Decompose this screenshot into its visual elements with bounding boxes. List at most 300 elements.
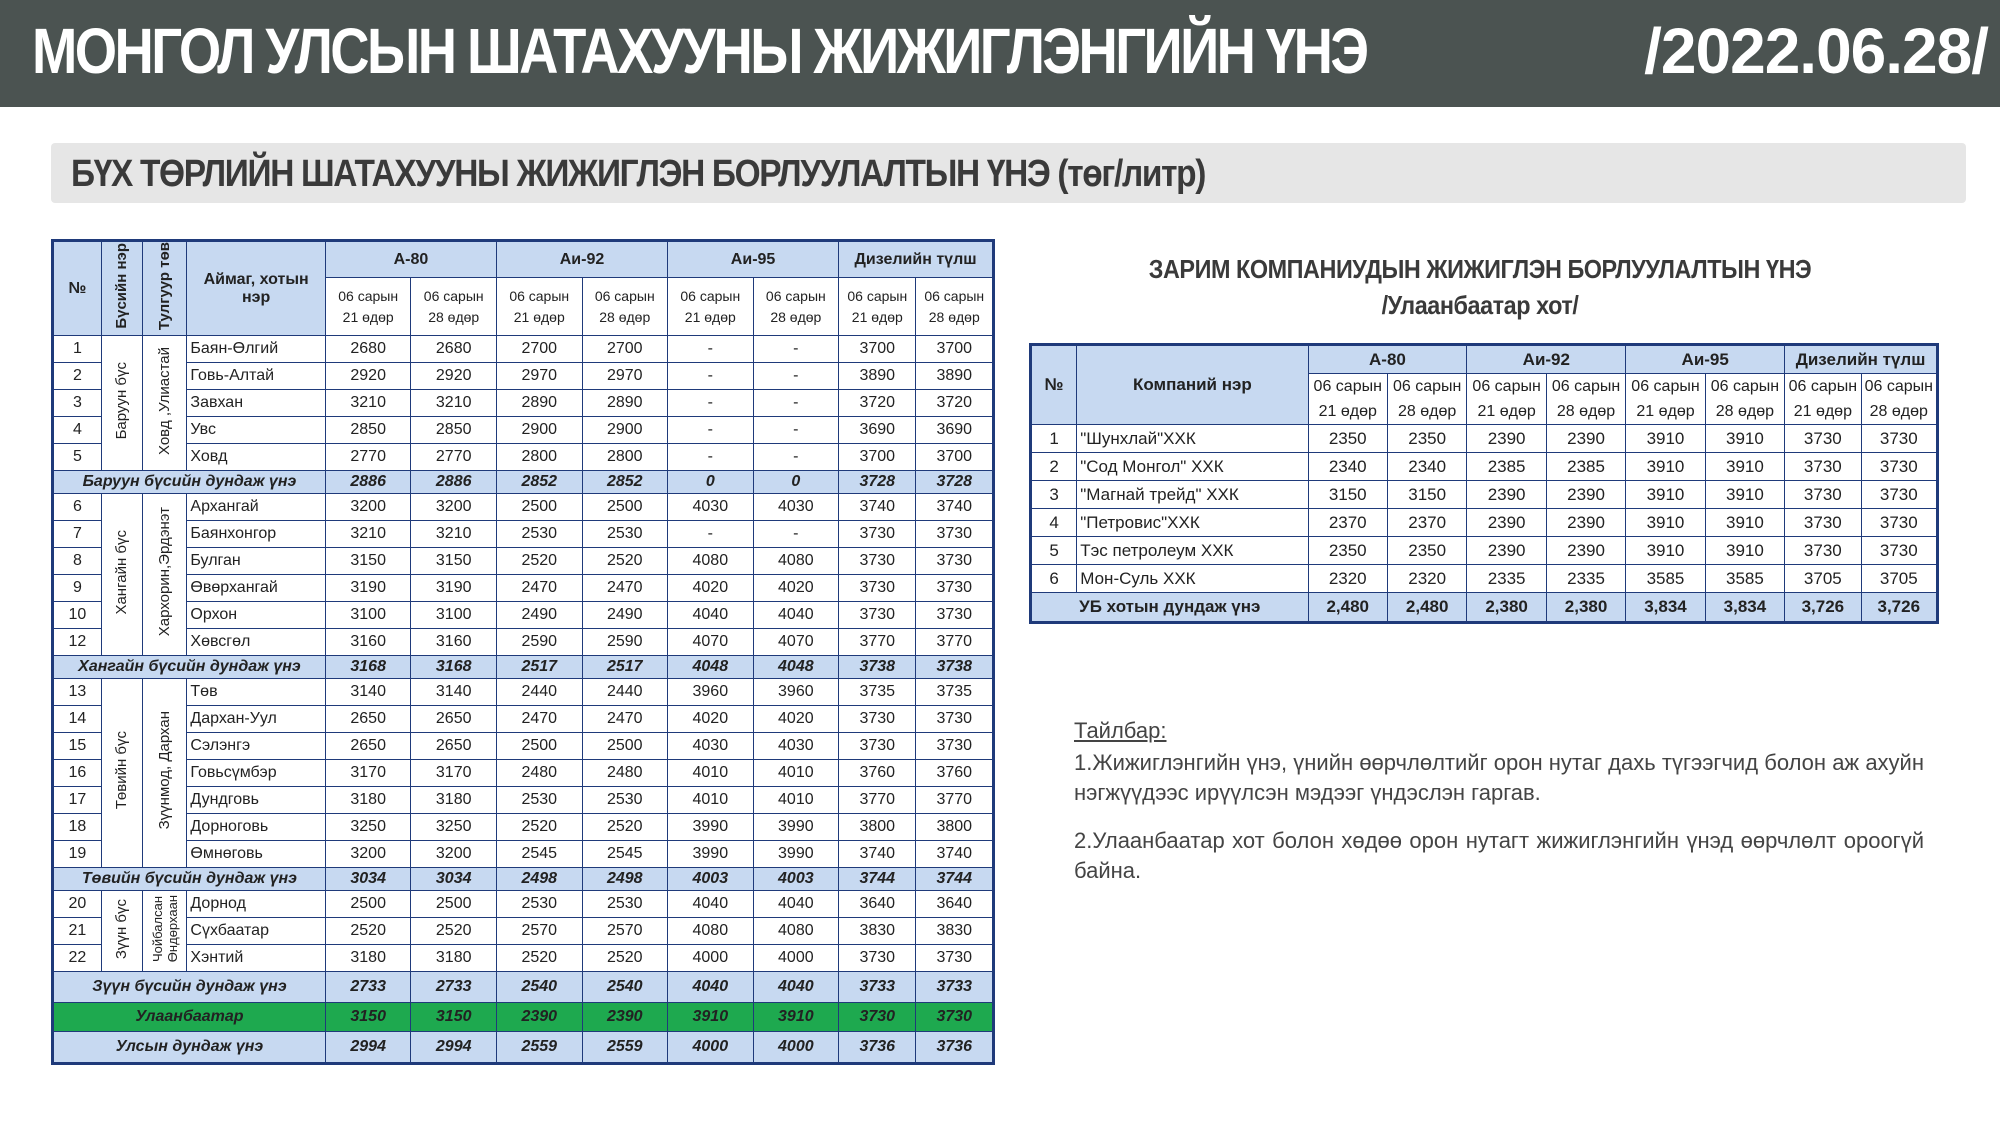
- col-hub-header: [142, 241, 187, 336]
- price-cell: 2590: [582, 629, 668, 656]
- price-cell: 3720: [839, 390, 916, 417]
- price-cell: 3910: [1705, 481, 1784, 509]
- price-cell: 2770: [325, 444, 411, 471]
- table-row: [53, 521, 994, 548]
- province-name: Орхон: [187, 602, 326, 629]
- price-cell: -: [753, 336, 839, 363]
- row-number: 4: [53, 417, 102, 444]
- price-cell: 2520: [496, 548, 582, 575]
- note-block: [1074, 718, 1924, 904]
- price-cell: 3740: [916, 841, 994, 868]
- price-cell: 2500: [496, 494, 582, 521]
- price-cell: 3730: [839, 602, 916, 629]
- price-cell: 2850: [325, 417, 411, 444]
- region-average-label: Баруун бүсийн дундаж үнэ: [53, 471, 326, 494]
- fuel-header: А-80: [325, 241, 496, 278]
- province-name: Говьсүмбэр: [187, 760, 326, 787]
- price-cell: 2520: [325, 918, 411, 945]
- date-header: [839, 278, 916, 336]
- price-cell: 3960: [668, 679, 754, 706]
- price-cell: 2350: [1308, 425, 1387, 453]
- price-cell: 2390: [582, 1003, 668, 1032]
- price-cell: 2470: [582, 575, 668, 602]
- average-price-cell: 4040: [753, 972, 839, 1003]
- table-row: [1031, 509, 1938, 537]
- ub-average-label: УБ хотын дундаж үнэ: [1031, 593, 1309, 623]
- average-price-cell: 3168: [411, 656, 497, 679]
- price-cell: 3730: [916, 733, 994, 760]
- price-cell: 2470: [496, 575, 582, 602]
- price-cell: 3700: [839, 336, 916, 363]
- company-table-title-line1: ЗАРИМ КОМПАНИУДЫН ЖИЖИГЛЭН БОРЛУУЛАЛТЫН ҮНЭ: [1148, 254, 1812, 284]
- price-cell: 2320: [1387, 565, 1466, 593]
- price-cell: 2545: [496, 841, 582, 868]
- company-table-title-line2: /Улаанбаатар хот/: [1381, 290, 1579, 320]
- price-cell: 3730: [1861, 481, 1937, 509]
- price-cell: 2770: [411, 444, 497, 471]
- price-cell: 3150: [411, 548, 497, 575]
- price-cell: 4010: [753, 787, 839, 814]
- price-cell: 3160: [411, 629, 497, 656]
- average-price-cell: 3034: [325, 868, 411, 891]
- region-cell: [101, 336, 142, 471]
- price-cell: 3770: [839, 629, 916, 656]
- price-cell: 2650: [411, 706, 497, 733]
- price-cell: 2350: [1387, 425, 1466, 453]
- price-cell: 3730: [1785, 453, 1861, 481]
- row-number: 18: [53, 814, 102, 841]
- price-cell: 2390: [1467, 481, 1546, 509]
- price-cell: 3910: [1626, 509, 1705, 537]
- hub-label: Ховд ,Улиастай: [156, 346, 173, 455]
- price-cell: 2890: [496, 390, 582, 417]
- average-price-cell: 4000: [668, 1032, 754, 1064]
- price-cell: 3760: [916, 760, 994, 787]
- price-cell: 4040: [668, 891, 754, 918]
- price-cell: 3640: [916, 891, 994, 918]
- table-row: [1031, 481, 1938, 509]
- table-row: [53, 494, 994, 521]
- price-cell: 2700: [582, 336, 668, 363]
- price-cell: 3730: [1785, 481, 1861, 509]
- date-month: 06 сарын: [1392, 378, 1462, 395]
- price-cell: 3180: [411, 787, 497, 814]
- price-cell: 3830: [839, 918, 916, 945]
- price-cell: 3150: [1387, 481, 1466, 509]
- price-cell: 2890: [582, 390, 668, 417]
- price-cell: 3730: [1785, 509, 1861, 537]
- price-cell: 3735: [916, 679, 994, 706]
- table-row: [53, 706, 994, 733]
- price-cell: -: [753, 390, 839, 417]
- date-month: 06 сарын: [1631, 378, 1700, 395]
- price-cell: 4040: [753, 891, 839, 918]
- price-cell: 2370: [1387, 509, 1466, 537]
- row-number: 8: [53, 548, 102, 575]
- price-cell: 2650: [325, 706, 411, 733]
- table-row: [53, 575, 994, 602]
- price-cell: 2385: [1546, 453, 1625, 481]
- province-name: Хөвсгөл: [187, 629, 326, 656]
- average-price-cell: 3736: [839, 1032, 916, 1064]
- price-cell: 3730: [839, 733, 916, 760]
- table-row: [53, 760, 994, 787]
- price-cell: 3730: [1785, 425, 1861, 453]
- hub-label: Өндөрхаан: [164, 894, 180, 963]
- date-month: 06 сарын: [509, 287, 570, 304]
- date-day: 28 өдөр: [1398, 403, 1457, 420]
- price-cell: 3910: [1626, 425, 1705, 453]
- price-cell: 4080: [753, 918, 839, 945]
- price-cell: 2520: [411, 918, 497, 945]
- average-price-cell: 3728: [839, 471, 916, 494]
- price-cell: 3890: [916, 363, 994, 390]
- fuel-header: Дизелийн түлш: [839, 241, 994, 278]
- table-row: [53, 336, 994, 363]
- average-price-cell: 3733: [839, 972, 916, 1003]
- date-day: 21 өдөр: [342, 308, 394, 325]
- company-name: Тэс петролеум ХХК: [1077, 537, 1308, 565]
- region-cell: [101, 494, 142, 656]
- price-cell: 2385: [1467, 453, 1546, 481]
- price-cell: 3960: [753, 679, 839, 706]
- col-region-label: Бүсийн нэр: [113, 243, 131, 329]
- date-day: 28 өдөр: [928, 308, 980, 325]
- price-cell: 3910: [1705, 509, 1784, 537]
- price-cell: 2700: [496, 336, 582, 363]
- price-cell: 2500: [496, 733, 582, 760]
- date-day: 28 өдөр: [428, 308, 480, 325]
- price-cell: 3730: [1785, 537, 1861, 565]
- average-price-cell: 2733: [411, 972, 497, 1003]
- price-cell: 3730: [839, 548, 916, 575]
- price-cell: 2530: [496, 891, 582, 918]
- row-number: 15: [53, 733, 102, 760]
- price-cell: 2390: [1546, 481, 1625, 509]
- price-cell: 3100: [411, 602, 497, 629]
- date-month: 06 сарын: [1788, 378, 1858, 395]
- average-price-cell: 3733: [916, 972, 994, 1003]
- row-number: 6: [1031, 565, 1077, 593]
- region-label: Баруун бүс: [113, 361, 131, 440]
- price-cell: 2530: [582, 521, 668, 548]
- row-number: 1: [53, 336, 102, 363]
- date-month: 06 сарын: [1551, 378, 1621, 395]
- table-row: [53, 945, 994, 972]
- price-cell: 3730: [916, 1003, 994, 1032]
- average-price-cell: 2540: [582, 972, 668, 1003]
- price-cell: 3150: [411, 1003, 497, 1032]
- date-day: 28 өдөр: [1869, 403, 1928, 420]
- ub-average-row: [1031, 593, 1938, 623]
- price-cell: -: [753, 363, 839, 390]
- price-cell: 3140: [325, 679, 411, 706]
- average-price-cell: 4003: [753, 868, 839, 891]
- date-header: [1785, 374, 1861, 425]
- row-number: 4: [1031, 509, 1077, 537]
- price-cell: 2530: [582, 787, 668, 814]
- price-cell: -: [753, 417, 839, 444]
- date-header: [1705, 374, 1784, 425]
- average-price-cell: 2886: [411, 471, 497, 494]
- price-cell: 3910: [668, 1003, 754, 1032]
- table-row: [53, 891, 994, 918]
- row-number: 2: [53, 363, 102, 390]
- row-number: 21: [53, 918, 102, 945]
- average-price-cell: 4003: [668, 868, 754, 891]
- date-month: 06 сарын: [338, 287, 399, 304]
- average-price-cell: 3728: [916, 471, 994, 494]
- price-cell: 3730: [839, 945, 916, 972]
- price-cell: 3730: [916, 945, 994, 972]
- row-number: 22: [53, 945, 102, 972]
- average-price-cell: 4048: [753, 656, 839, 679]
- price-cell: 3200: [325, 841, 411, 868]
- ulaanbaatar-row: [53, 1003, 994, 1032]
- table-header-row: [1031, 345, 1938, 374]
- date-month: 06 сарын: [680, 287, 741, 304]
- table-row: [53, 390, 994, 417]
- date-header: [411, 278, 497, 336]
- price-cell: 2480: [582, 760, 668, 787]
- price-cell: 3210: [411, 390, 497, 417]
- price-cell: 3250: [325, 814, 411, 841]
- table-row: [53, 548, 994, 575]
- price-cell: 4000: [753, 945, 839, 972]
- price-cell: 2900: [582, 417, 668, 444]
- date-header: [1467, 374, 1546, 425]
- col-no-header: №: [1031, 345, 1077, 425]
- province-name: Завхан: [187, 390, 326, 417]
- table-row: [53, 814, 994, 841]
- row-number: 3: [53, 390, 102, 417]
- average-price-cell: 4040: [668, 972, 754, 1003]
- region-label: Зүүн бүс: [113, 898, 131, 959]
- price-cell: 3990: [668, 814, 754, 841]
- price-cell: 2520: [496, 814, 582, 841]
- page-title: МОНГОЛ УЛСЫН ШАТАХУУНЫ ЖИЖИГЛЭНГИЙН ҮНЭ: [32, 15, 1367, 87]
- price-cell: 3640: [839, 891, 916, 918]
- average-price-cell: 4000: [753, 1032, 839, 1064]
- price-cell: 4020: [753, 706, 839, 733]
- price-cell: 3585: [1626, 565, 1705, 593]
- table-row: [1031, 425, 1938, 453]
- price-cell: 3250: [411, 814, 497, 841]
- price-cell: 2970: [582, 363, 668, 390]
- region-average-row: [53, 868, 994, 891]
- date-month: 06 сарын: [1472, 378, 1541, 395]
- row-number: 13: [53, 679, 102, 706]
- price-cell: 2440: [496, 679, 582, 706]
- date-month: 06 сарын: [1313, 378, 1382, 395]
- price-cell: 3730: [916, 602, 994, 629]
- price-cell: 2900: [496, 417, 582, 444]
- province-name: Говь-Алтай: [187, 363, 326, 390]
- price-cell: 4070: [668, 629, 754, 656]
- date-header: [325, 278, 411, 336]
- price-cell: 3200: [325, 494, 411, 521]
- price-cell: -: [668, 336, 754, 363]
- hub-cell: [142, 336, 187, 471]
- price-cell: 4000: [668, 945, 754, 972]
- average-price-cell: 3738: [916, 656, 994, 679]
- price-cell: 3910: [753, 1003, 839, 1032]
- section-subtitle: БҮХ ТӨРЛИЙН ШАТАХУУНЫ ЖИЖИГЛЭН БОРЛУУЛАЛТЫН ҮНЭ (төг/литр): [71, 153, 1206, 195]
- price-cell: 4030: [668, 733, 754, 760]
- average-price-cell: 2852: [496, 471, 582, 494]
- date-header: [1546, 374, 1625, 425]
- region-average-label: Хангайн бүсийн дундаж үнэ: [53, 656, 326, 679]
- price-cell: 3910: [1705, 425, 1784, 453]
- price-cell: 3730: [916, 706, 994, 733]
- price-cell: 3730: [1861, 509, 1937, 537]
- price-cell: -: [753, 521, 839, 548]
- date-header: [1387, 374, 1466, 425]
- price-cell: 3740: [916, 494, 994, 521]
- fuel-header: Аи-95: [668, 241, 839, 278]
- price-cell: 2530: [582, 891, 668, 918]
- table-row: [53, 363, 994, 390]
- price-cell: 2520: [496, 945, 582, 972]
- price-cell: 2650: [411, 733, 497, 760]
- average-price-cell: 3,834: [1626, 593, 1705, 623]
- province-name: Баянхонгор: [187, 521, 326, 548]
- region-label: Төвийн бүс: [113, 731, 131, 810]
- price-cell: -: [668, 521, 754, 548]
- province-name: Өмнөговь: [187, 841, 326, 868]
- table-row: [1031, 537, 1938, 565]
- price-cell: 3730: [839, 1003, 916, 1032]
- price-cell: 2480: [496, 760, 582, 787]
- date-day: 21 өдөр: [1477, 403, 1536, 420]
- region-average-label: Зүүн бүсийн дундаж үнэ: [53, 972, 326, 1003]
- col-company-header: Компаний нэр: [1077, 345, 1308, 425]
- region-average-row: [53, 471, 994, 494]
- region-cell: [101, 679, 142, 868]
- fuel-header: Аи-92: [496, 241, 667, 278]
- region-label: Хангайн бүс: [113, 529, 131, 615]
- page-date: /2022.06.28/: [1644, 15, 1988, 87]
- price-cell: 3210: [411, 521, 497, 548]
- date-month: 06 сарын: [1864, 378, 1933, 395]
- price-cell: 2570: [496, 918, 582, 945]
- price-cell: 3770: [916, 629, 994, 656]
- price-cell: 2470: [582, 706, 668, 733]
- price-cell: 3170: [411, 760, 497, 787]
- average-price-cell: 0: [668, 471, 754, 494]
- col-name-header: Аймаг, хотын нэр: [187, 241, 326, 336]
- price-cell: 4030: [753, 733, 839, 760]
- price-cell: 4010: [668, 760, 754, 787]
- price-cell: 2520: [582, 814, 668, 841]
- price-cell: 3830: [916, 918, 994, 945]
- price-cell: 2390: [1467, 509, 1546, 537]
- national-average-label: Улсын дундаж үнэ: [53, 1032, 326, 1064]
- hub-label: Зүүнмод, Дархан: [156, 711, 173, 830]
- price-cell: 3730: [839, 575, 916, 602]
- average-price-cell: 2733: [325, 972, 411, 1003]
- price-cell: 3100: [325, 602, 411, 629]
- province-name: Сэлэнгэ: [187, 733, 326, 760]
- date-day: 21 өдөр: [851, 308, 903, 325]
- row-number: 17: [53, 787, 102, 814]
- price-cell: 3730: [1861, 453, 1937, 481]
- province-name: Архангай: [187, 494, 326, 521]
- price-cell: 3740: [839, 494, 916, 521]
- average-price-cell: 3744: [839, 868, 916, 891]
- average-price-cell: 3744: [916, 868, 994, 891]
- table-row: [53, 918, 994, 945]
- price-cell: 3210: [325, 521, 411, 548]
- price-cell: 4040: [753, 602, 839, 629]
- company-name: Мон-Суль ХХК: [1077, 565, 1308, 593]
- province-name: Дундговь: [187, 787, 326, 814]
- price-cell: 2545: [582, 841, 668, 868]
- price-cell: 4040: [668, 602, 754, 629]
- table-row: [53, 841, 994, 868]
- hub-cell: [142, 679, 187, 868]
- date-day: 28 өдөр: [599, 308, 651, 325]
- row-number: 1: [1031, 425, 1077, 453]
- price-cell: 2570: [582, 918, 668, 945]
- date-day: 21 өдөр: [1793, 403, 1852, 420]
- fuel-header: Дизелийн түлш: [1785, 345, 1938, 374]
- row-number: 7: [53, 521, 102, 548]
- price-cell: 2590: [496, 629, 582, 656]
- price-cell: 3190: [325, 575, 411, 602]
- average-price-cell: 3738: [839, 656, 916, 679]
- price-cell: 3800: [839, 814, 916, 841]
- price-cell: 2500: [582, 733, 668, 760]
- price-cell: 3730: [916, 575, 994, 602]
- province-price-table: [51, 239, 995, 1065]
- price-cell: 2680: [325, 336, 411, 363]
- row-number: 10: [53, 602, 102, 629]
- average-price-cell: 2517: [582, 656, 668, 679]
- hub-cell: [142, 891, 187, 972]
- province-name: Дорноговь: [187, 814, 326, 841]
- price-cell: 4020: [668, 706, 754, 733]
- date-month: 06 сарын: [765, 287, 826, 304]
- price-cell: 3910: [1626, 481, 1705, 509]
- price-cell: 2530: [496, 787, 582, 814]
- date-header: [668, 278, 754, 336]
- price-cell: 2490: [582, 602, 668, 629]
- table-row: [53, 733, 994, 760]
- region-average-label: Төвийн бүсийн дундаж үнэ: [53, 868, 326, 891]
- date-day: 28 өдөр: [1715, 403, 1775, 420]
- price-cell: 3735: [839, 679, 916, 706]
- price-cell: 4080: [753, 548, 839, 575]
- section-subtitle-bar: [51, 143, 1966, 203]
- price-cell: 3700: [839, 444, 916, 471]
- table-row: [1031, 453, 1938, 481]
- average-price-cell: 2,380: [1467, 593, 1546, 623]
- price-cell: -: [668, 417, 754, 444]
- table-row: [53, 444, 994, 471]
- province-name: Төв: [187, 679, 326, 706]
- average-price-cell: 2498: [496, 868, 582, 891]
- row-number: 20: [53, 891, 102, 918]
- price-cell: 2390: [1467, 425, 1546, 453]
- price-cell: -: [668, 363, 754, 390]
- province-name: Булган: [187, 548, 326, 575]
- date-header: [1308, 374, 1387, 425]
- price-cell: 4070: [753, 629, 839, 656]
- price-cell: 2530: [496, 521, 582, 548]
- price-cell: 2680: [411, 336, 497, 363]
- price-cell: 2390: [1546, 425, 1625, 453]
